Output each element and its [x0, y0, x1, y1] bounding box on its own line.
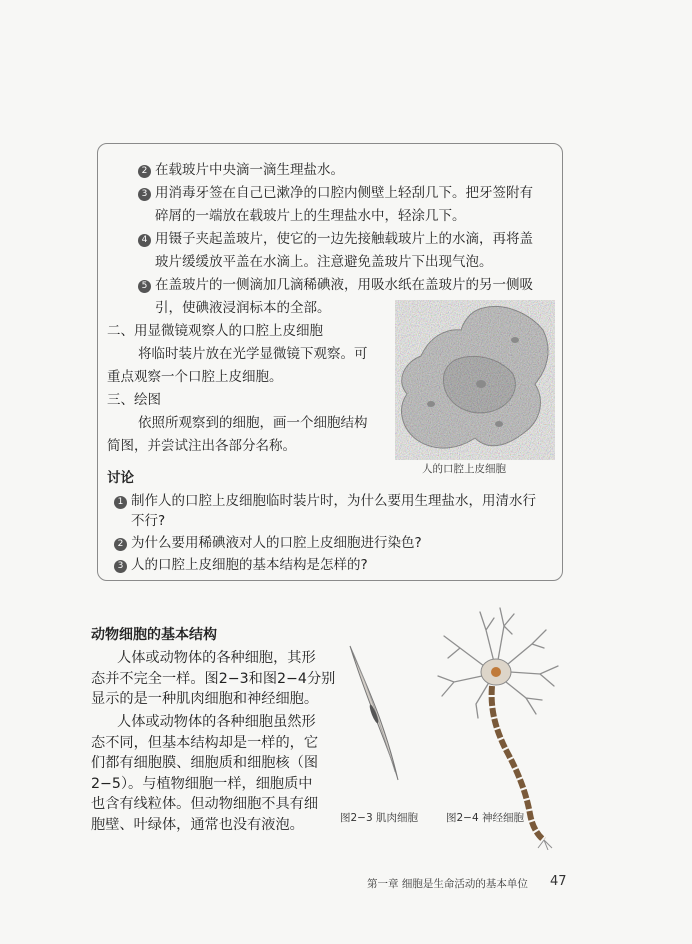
step-2: 2 在载玻片中央滴一滴生理盐水。	[138, 161, 344, 179]
cell-cluster	[402, 306, 549, 448]
step-number: 5	[138, 280, 151, 293]
paragraph1-line: 态并不完全一样。图2−3和图2−4分别	[91, 670, 336, 687]
paragraph1-line: 显示的是一种肌肉细胞和神经细胞。	[91, 691, 319, 707]
section2-text: 重点观察一个口腔上皮细胞。	[107, 369, 283, 385]
step-5: 5 在盖玻片的一侧滴加几滴稀碘液，用吸水纸在盖玻片的另一侧吸	[138, 276, 533, 294]
section-title: 动物细胞的基本结构	[91, 627, 217, 643]
section2-text: 将临时装片放在光学显微镜下观察。可	[138, 346, 368, 362]
section3-text: 依照所观察到的细胞，画一个细胞结构	[138, 415, 368, 431]
micrograph-cheek-cells	[395, 300, 555, 460]
page-number: 47	[550, 874, 567, 889]
neuron-nucleus	[491, 667, 501, 677]
step-number: 2	[138, 165, 151, 178]
discussion-heading: 讨论	[107, 470, 134, 486]
question-number: 3	[114, 560, 127, 573]
step-5-cont: 引，使碘液浸润标本的全部。	[155, 300, 331, 316]
section3-text: 简图，并尝试注出各部分名称。	[107, 438, 296, 454]
section2-heading: 二、用显微镜观察人的口腔上皮细胞	[107, 323, 323, 339]
question-1: 1 制作人的口腔上皮细胞临时装片时，为什么要用生理盐水，用清水行	[114, 492, 536, 510]
paragraph2-line: 胞壁、叶绿体，通常也没有液泡。	[91, 816, 304, 833]
step-number: 3	[138, 188, 151, 201]
question-number: 2	[114, 538, 127, 551]
question-number: 1	[114, 496, 127, 509]
question-2: 2 为什么要用稀碘液对人的口腔上皮细胞进行染色?	[114, 534, 422, 552]
step-4: 4 用镊子夹起盖玻片，使它的一边先接触载玻片上的水滴，再将盖	[138, 230, 533, 248]
paragraph2-line: 人体或动物体的各种细胞虽然形	[117, 714, 316, 730]
micrograph-caption: 人的口腔上皮细胞	[422, 463, 506, 475]
paragraph2-line: 态不同，但基本结构却是一样的，它	[91, 734, 319, 751]
step-4-cont: 玻片缓缓放平盖在水滴上。注意避免盖玻片下出现气泡。	[155, 254, 493, 270]
muscle-cell-illustration	[340, 640, 410, 790]
chapter-footer: 第一章 细胞是生命活动的基本单位	[367, 878, 528, 890]
step-3: 3 用消毒牙签在自己已漱净的口腔内侧壁上轻刮几下。把牙签附有	[138, 184, 533, 202]
question-1-cont: 不行?	[131, 513, 166, 529]
fig3-caption: 图2−3 肌肉细胞	[340, 812, 418, 824]
step-number: 4	[138, 234, 151, 247]
paragraph2-line: 也含有线粒体。但动物细胞不具有细	[91, 796, 319, 812]
question-3: 3 人的口腔上皮细胞的基本结构是怎样的?	[114, 556, 368, 574]
axon-terminals	[538, 840, 552, 850]
fig4-caption: 图2−4 神经细胞	[446, 812, 524, 824]
step-3-cont: 碎屑的一端放在载玻片上的生理盐水中，轻涂几下。	[155, 208, 466, 224]
paragraph2-line: 2−5）。与植物细胞一样，细胞质中	[91, 775, 313, 792]
section3-heading: 三、绘图	[107, 392, 161, 408]
paragraph2-line: 们都有细胞膜、细胞质和细胞核（图	[91, 755, 319, 771]
paragraph1-line: 人体或动物体的各种细胞，其形	[117, 650, 316, 666]
